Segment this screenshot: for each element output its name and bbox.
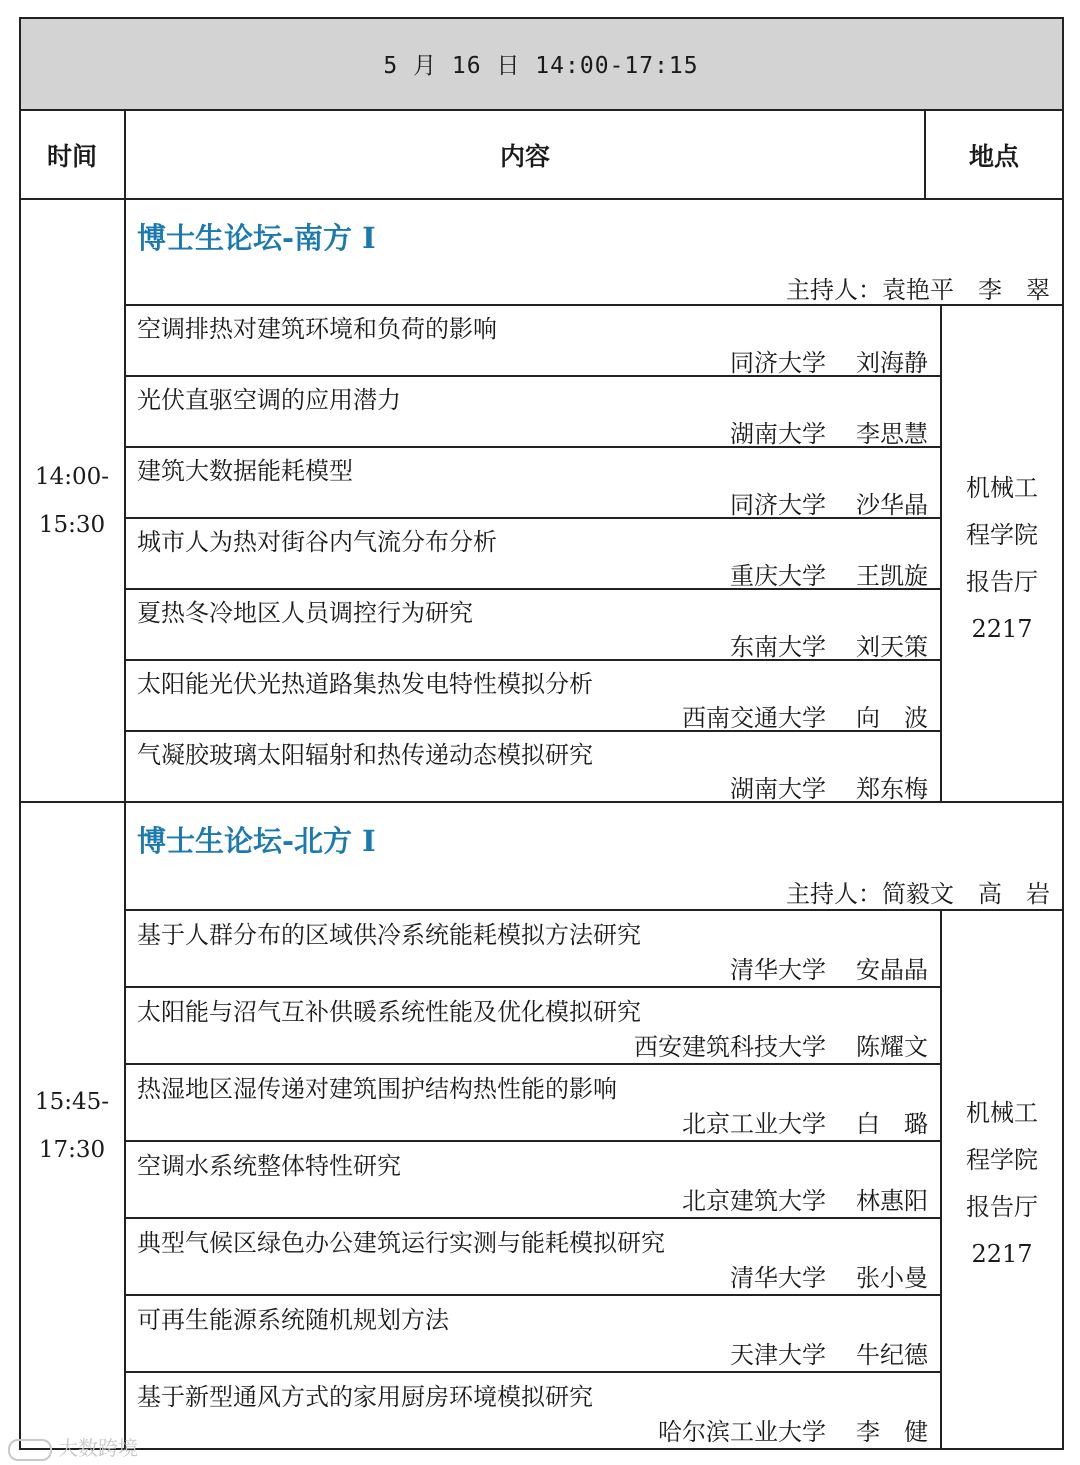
session-1-host-label: 主持人： [786, 276, 882, 304]
talk-speaker: 陈耀文 [856, 1033, 928, 1061]
grid-line [19, 17, 1063, 19]
venue-line: 2217 [971, 615, 1033, 643]
talk-2-1-meta [480, 950, 928, 985]
column-header-content-label: 内容 [499, 141, 550, 171]
venue-line: 机械工 [966, 1099, 1038, 1127]
talk-speaker: 李思慧 [856, 420, 928, 448]
session-2-venue [941, 1090, 1063, 1278]
talk-university: 哈尔滨工业大学 [658, 1418, 826, 1446]
session-2-title: 博士生论坛-北方 I [137, 824, 376, 858]
grid-line [124, 109, 126, 1450]
talk-university: 北京建筑大学 [682, 1187, 826, 1215]
talk-2-1-title: 基于人群分布的区域供冷系统能耗模拟方法研究 [137, 921, 641, 949]
talk-university: 西安建筑科技大学 [634, 1033, 826, 1061]
talk-1-5-title: 夏热冬冷地区人员调控行为研究 [137, 599, 473, 627]
grid-line [19, 109, 1063, 111]
grid-line [124, 375, 941, 377]
talk-university: 清华大学 [730, 956, 826, 984]
talk-2-2-title: 太阳能与沼气互补供暖系统性能及优化模拟研究 [137, 998, 641, 1026]
talk-university: 北京工业大学 [682, 1110, 826, 1138]
talk-speaker: 刘天策 [856, 633, 928, 661]
session-2-time-label: 15:45- 17:30 [34, 1088, 110, 1163]
talk-1-3-title: 建筑大数据能耗模型 [137, 457, 353, 485]
talk-2-3-title: 热湿地区湿传递对建筑围护结构热性能的影响 [137, 1075, 617, 1103]
watermark-text: 大数跨境 [58, 1436, 138, 1460]
talk-university: 湖南大学 [730, 420, 826, 448]
talk-2-7-title: 基于新型通风方式的家用厨房环境模拟研究 [137, 1383, 593, 1411]
talk-university: 东南大学 [730, 633, 826, 661]
talk-1-6-title: 太阳能光伏光热道路集热发电特性模拟分析 [137, 670, 593, 698]
grid-line [124, 304, 1063, 306]
date-time-label: 5 月 16 日 14:00-17:15 [383, 53, 699, 79]
talk-1-4-meta [480, 556, 928, 591]
talk-1-3-meta [480, 485, 928, 520]
venue-line: 报告厅 [966, 568, 1038, 596]
talk-speaker: 安晶晶 [856, 956, 928, 984]
talk-university: 重庆大学 [730, 562, 826, 590]
grid-line [1062, 17, 1064, 1450]
talk-speaker: 刘海静 [856, 349, 928, 377]
talk-2-5-meta [480, 1258, 928, 1293]
talk-1-2-title: 光伏直驱空调的应用潜力 [137, 386, 401, 414]
session-2-time [19, 802, 125, 1449]
talk-2-4-meta [480, 1181, 928, 1216]
grid-line [19, 801, 1063, 803]
session-1-title: 博士生论坛-南方 I [137, 221, 376, 255]
talk-university: 天津大学 [730, 1341, 826, 1369]
talk-2-2-meta [480, 1027, 928, 1062]
venue-line: 报告厅 [966, 1193, 1038, 1221]
talk-university: 清华大学 [730, 1264, 826, 1292]
grid-line [940, 304, 942, 803]
session-2-host-names: 简毅文 高 岩 [882, 880, 1050, 908]
talk-speaker: 沙华晶 [856, 491, 928, 519]
talk-1-1-meta [480, 343, 928, 378]
talk-speaker: 张小曼 [856, 1264, 928, 1292]
session-2-hosts [600, 874, 1050, 909]
date-header-band [19, 17, 1063, 110]
talk-university: 湖南大学 [730, 775, 826, 803]
grid-line [924, 109, 926, 200]
talk-1-4-title: 城市人为热对街谷内气流分布分析 [137, 528, 497, 556]
talk-1-1-title: 空调排热对建筑环境和负荷的影响 [137, 315, 497, 343]
session-1-time-label: 14:00- 15:30 [34, 463, 110, 538]
venue-line: 机械工 [966, 474, 1038, 502]
grid-line [19, 1448, 1063, 1450]
grid-line [124, 1294, 941, 1296]
talk-speaker: 牛纪德 [856, 1341, 928, 1369]
talk-2-6-title: 可再生能源系统随机规划方法 [137, 1306, 449, 1334]
column-header-time [19, 110, 125, 199]
grid-line [19, 198, 1063, 200]
venue-line: 程学院 [966, 1146, 1038, 1174]
grid-line [124, 1063, 941, 1065]
grid-line [124, 1371, 941, 1373]
grid-line [124, 588, 941, 590]
talk-1-6-meta [480, 698, 928, 733]
grid-line [124, 1140, 941, 1142]
talk-1-7-meta [480, 769, 928, 804]
watermark-icon [8, 1439, 52, 1461]
talk-2-5-title: 典型气候区绿色办公建筑运行实测与能耗模拟研究 [137, 1229, 665, 1257]
talk-2-6-meta [480, 1335, 928, 1370]
talk-university: 同济大学 [730, 491, 826, 519]
grid-line [124, 446, 941, 448]
grid-line [19, 17, 21, 1450]
watermark [8, 1432, 138, 1461]
grid-line [940, 909, 942, 1450]
column-header-venue [925, 110, 1063, 199]
talk-speaker: 向 波 [856, 704, 928, 732]
talk-speaker: 白 璐 [856, 1110, 928, 1138]
session-2-host-label: 主持人： [786, 880, 882, 908]
talk-speaker: 王凯旋 [856, 562, 928, 590]
grid-line [124, 659, 941, 661]
session-1-hosts [600, 270, 1050, 305]
grid-line [124, 909, 1063, 911]
talk-1-2-meta [480, 414, 928, 449]
grid-line [124, 986, 941, 988]
session-1-venue [941, 465, 1063, 653]
talk-2-4-title: 空调水系统整体特性研究 [137, 1152, 401, 1180]
talk-1-5-meta [480, 627, 928, 662]
venue-line: 2217 [971, 1240, 1033, 1268]
talk-speaker: 李 健 [856, 1418, 928, 1446]
talk-university: 同济大学 [730, 349, 826, 377]
grid-line [124, 517, 941, 519]
talk-2-7-meta [480, 1412, 928, 1447]
venue-line: 程学院 [966, 521, 1038, 549]
column-header-venue-label: 地点 [968, 141, 1019, 171]
talk-speaker: 郑东梅 [856, 775, 928, 803]
column-header-content [125, 110, 925, 199]
session-1-host-names: 袁艳平 李 翠 [882, 276, 1050, 304]
grid-line [124, 1217, 941, 1219]
talk-university: 西南交通大学 [682, 704, 826, 732]
talk-1-7-title: 气凝胶玻璃太阳辐射和热传递动态模拟研究 [137, 741, 593, 769]
talk-2-3-meta [480, 1104, 928, 1139]
session-1-time [19, 199, 125, 802]
grid-line [124, 730, 941, 732]
talk-speaker: 林惠阳 [856, 1187, 928, 1215]
column-header-time-label: 时间 [46, 141, 97, 171]
